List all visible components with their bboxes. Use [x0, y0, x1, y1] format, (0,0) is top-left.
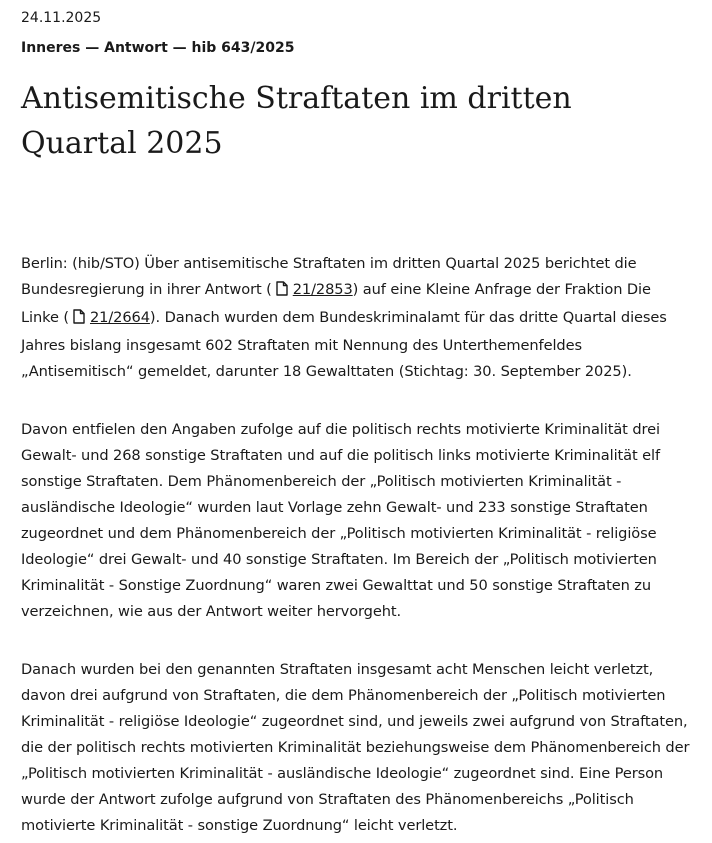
publication-date: 24.11.2025 — [21, 10, 102, 26]
document-icon — [73, 307, 85, 333]
document-link-21-2664[interactable] — [69, 309, 150, 326]
paragraph-1-part-2: ) auf eine Kleine Anfrage der Fraktion Die Linke ( — [21, 281, 651, 326]
document-link-21-2853[interactable] — [272, 281, 353, 298]
article-kicker: Inneres — Antwort — hib 643/2025 — [21, 40, 295, 56]
paragraph-1 — [21, 251, 691, 385]
document-link-label: 21/2853 — [292, 281, 353, 298]
document-link-label: 21/2664 — [89, 309, 150, 326]
document-icon — [276, 279, 288, 305]
paragraph-1-part-3: ). Danach wurden dem Bundeskriminalamt für das dritte Quartal dieses Jahres bislang insgesamt 602 Straftaten mit Nennung des Unterthemenfeldes „Antisemitisch“ gemeldet, darunter 18 Gewalttaten (Stichtag: 30. September 2025). — [21, 309, 667, 380]
paragraph-1-part-1: Berlin: (hib/STO) Über antisemitische Straftaten im dritten Quartal 2025 berichtet die Bundesregierung in ihrer Antwort ( — [21, 255, 637, 298]
paragraph-2: Davon entfielen den Angaben zufolge auf die politisch rechts motivierte Kriminalität drei Gewalt- und 268 sonstige Straftaten und auf die politisch links motivierte Kriminalität elf sonstige Straftaten. Dem Phänomenbereich der „Politisch motivierten Kriminalität - ausländische Ideologie“ wurden laut Vorlage zehn Gewalt- und 233 sonstige Straftaten zugeordnet und dem Phänomenbereich der „Politisch motivierten Kriminalität - religiöse Ideologie“ drei Gewalt- und 40 sonstige Straftaten. Im Bereich der „Politisch motivierten Kriminalität - Sonstige Zuordnung“ waren zwei Gewalttat und 50 sonstige Straftaten zu verzeichnen, wie aus der Antwort weiter hervorgeht. — [21, 421, 661, 620]
paragraph-3: Danach wurden bei den genannten Straftaten insgesamt acht Menschen leicht verletzt, davon drei aufgrund von Straftaten, die dem Phänomenbereich der „Politisch motivierten Kriminalität - religiöse Ideologie“ zugeordnet sind, und jeweils zwei aufgrund von Straftaten, die der politisch rechts motivierten Kriminalität beziehungsweise dem Phänomenbereich der „Politisch motivierten Kriminalität - ausländische Ideologie“ zugeordnet sind. Eine Person wurde der Antwort zufolge aufgrund von Straftaten des Phänomenbereichs „Politisch motivierte Kriminalität - sonstige Zuordnung“ leicht verletzt. — [21, 661, 690, 834]
page-title: Antisemitische Straftaten im dritten Quartal 2025 — [21, 81, 572, 161]
article-body — [21, 251, 691, 839]
